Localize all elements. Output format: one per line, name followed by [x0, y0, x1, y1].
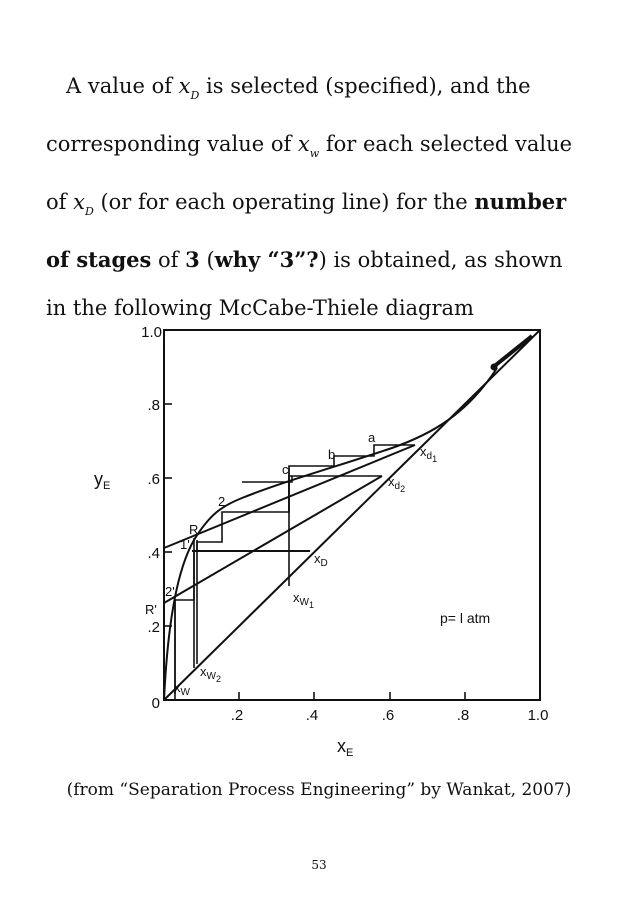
- label-a: a: [368, 430, 376, 445]
- paragraph-line-5: in the following McCabe-Thiele diagram: [46, 296, 474, 320]
- paragraph-line-4: [46, 236, 606, 284]
- x-tick-label: .4: [305, 707, 319, 724]
- y-tick-label: .8: [147, 397, 160, 414]
- text-span: of: [151, 248, 186, 272]
- math-var-x: x: [73, 190, 85, 214]
- stage-steps-3: [175, 551, 194, 700]
- figure-caption: (from “Separation Process Engineering” by Wankat, 2007): [66, 780, 572, 800]
- stage-steps-1: [197, 445, 415, 550]
- y-tick-label: 1.0: [141, 324, 162, 341]
- x-axis-label: $x_E$: [337, 736, 354, 759]
- label-2prime: 2': [165, 584, 175, 599]
- label-c: c: [282, 462, 289, 477]
- text-span: (: [199, 248, 215, 272]
- text-span: ) is obtained, as shown: [318, 248, 563, 272]
- label-b: b: [328, 447, 336, 462]
- text-span: (or for each operating line) for the: [93, 190, 475, 214]
- bold-text: 3: [185, 247, 200, 272]
- mccabe-thiele-diagram: [82, 318, 562, 768]
- x-tick-label: .8: [456, 707, 470, 724]
- label-xd1: $x_{d1}$: [420, 444, 438, 464]
- label-xW2: $x_{W2}$: [200, 664, 221, 684]
- math-var-x: x: [178, 74, 191, 98]
- y-axis-label: $y_E$: [94, 469, 111, 492]
- endpoint-dot: [491, 364, 498, 371]
- paragraph-line-2: [46, 120, 606, 178]
- body-paragraph: [46, 62, 606, 332]
- text-span: corresponding value of: [46, 132, 298, 156]
- math-subscript: D: [190, 89, 200, 102]
- label-xD: $x_D$: [314, 551, 328, 569]
- label-xW: $x_W$: [174, 680, 190, 698]
- x-tick-label: .6: [381, 707, 395, 724]
- y-tick-label: .6: [147, 471, 160, 488]
- y-tick-label: 0: [151, 695, 160, 712]
- label-pressure: p= l atm: [440, 610, 491, 626]
- label-1prime: 1': [180, 537, 190, 552]
- endpoint-marker: [492, 336, 532, 368]
- math-subscript: w: [309, 147, 320, 160]
- text-span: A value of: [66, 74, 179, 98]
- bold-text: of stages: [46, 247, 152, 272]
- text-span: is selected (specified), and the: [199, 74, 531, 98]
- label-2: 2: [218, 494, 226, 509]
- label-R: R: [189, 522, 199, 537]
- page-number: 53: [311, 858, 327, 872]
- label-xW1: $x_{W1}$: [293, 590, 314, 610]
- math-subscript: D: [84, 205, 94, 218]
- paragraph-line-1: [46, 62, 606, 120]
- bold-text: why “3”?: [214, 247, 319, 272]
- label-R-prime: R': [145, 602, 157, 617]
- x-tick-label: .2: [230, 707, 244, 724]
- bold-text: number: [474, 189, 567, 214]
- text-span: for each selected value: [319, 132, 573, 156]
- paragraph-line-3: [46, 178, 606, 236]
- x-tick-label: 1.0: [527, 707, 549, 724]
- y-tick-label: .4: [147, 545, 160, 562]
- text-span: of: [46, 190, 74, 214]
- math-var-x: x: [297, 132, 310, 156]
- label-xd2: $x_{d2}$: [388, 474, 406, 494]
- y-tick-label: .2: [147, 619, 160, 636]
